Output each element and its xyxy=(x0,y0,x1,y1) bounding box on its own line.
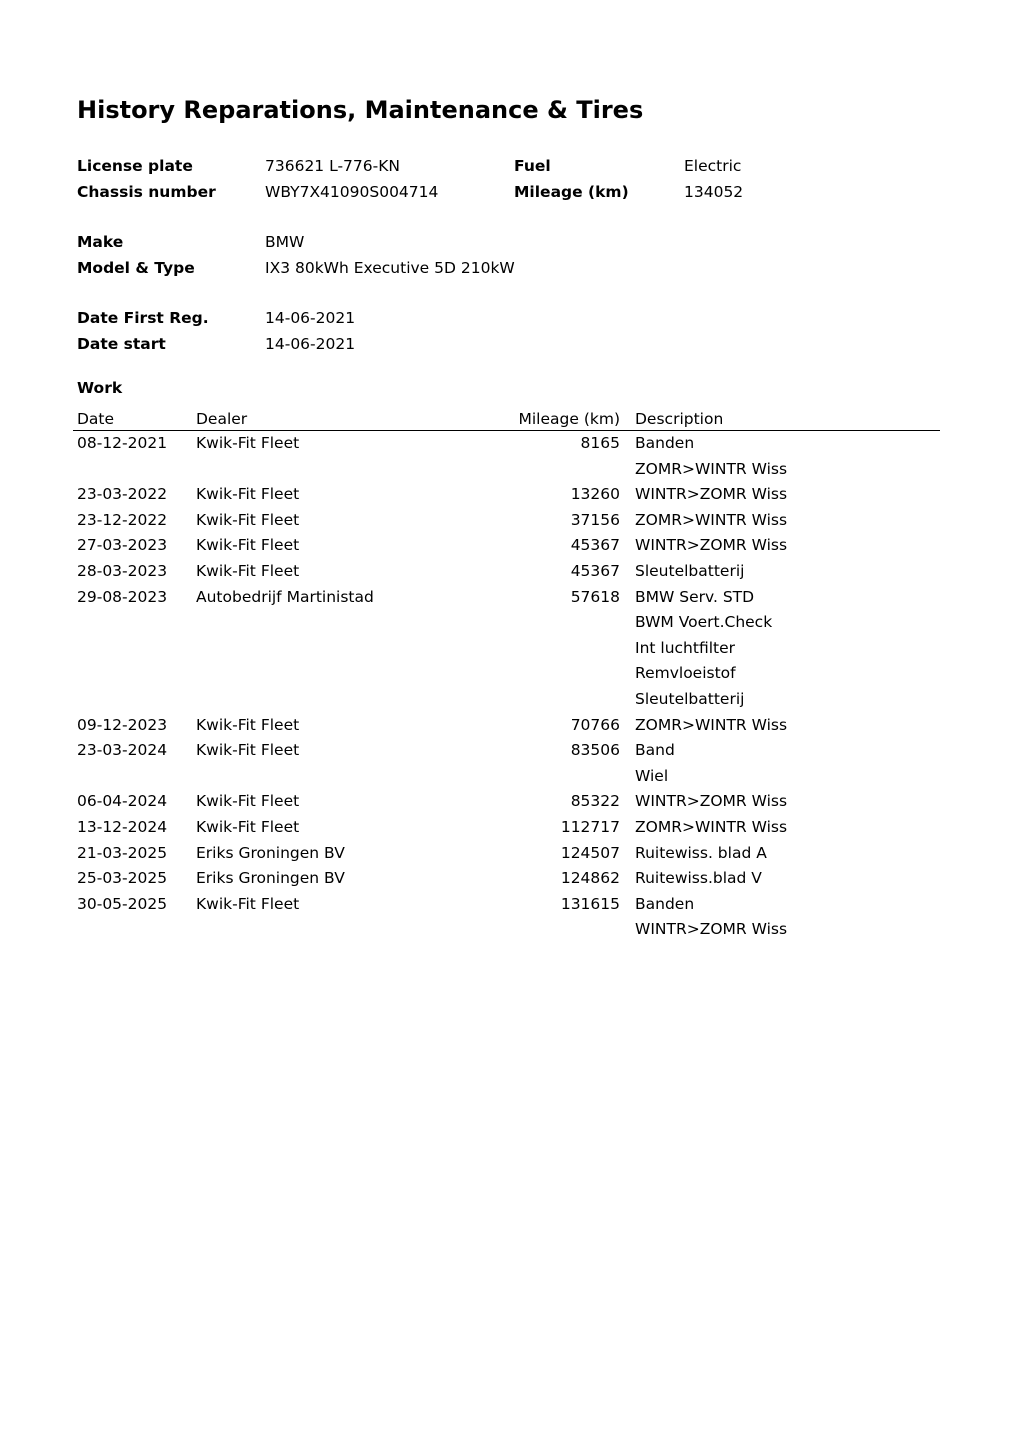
row-description: ZOMR>WINTR Wiss xyxy=(635,459,788,478)
table-row xyxy=(73,841,940,867)
work-table-body xyxy=(73,431,940,943)
row-description: Remvloeistof xyxy=(635,664,736,683)
row-description: Sleutelbatterij xyxy=(635,689,745,708)
row-description: Ruitewiss. blad A xyxy=(635,843,767,862)
row-dealer: Kwik-Fit Fleet xyxy=(196,792,300,811)
header-date: Date xyxy=(77,410,115,428)
row-description: ZOMR>WINTR Wiss xyxy=(635,510,788,529)
row-description: Sleutelbatterij xyxy=(635,561,745,580)
row-description: BWM Voert.Check xyxy=(635,613,773,632)
row-mileage: 13260 xyxy=(570,485,620,504)
row-description: WINTR>ZOMR Wiss xyxy=(635,920,788,939)
license-plate-value: 736621 L-776-KN xyxy=(265,157,400,175)
first-reg-value: 14-06-2021 xyxy=(265,309,356,327)
row-dealer: Kwik-Fit Fleet xyxy=(196,485,300,504)
table-row xyxy=(73,917,940,943)
row-date: 23-12-2022 xyxy=(77,510,168,529)
table-row xyxy=(73,815,940,841)
row-dealer: Kwik-Fit Fleet xyxy=(196,817,300,836)
make-value: BMW xyxy=(265,233,305,251)
date-values xyxy=(265,306,355,357)
row-dealer: Kwik-Fit Fleet xyxy=(196,536,300,555)
first-reg-label: Date First Reg. xyxy=(77,309,209,327)
row-description: WINTR>ZOMR Wiss xyxy=(635,536,788,555)
row-mileage: 131615 xyxy=(560,894,620,913)
date-start-value: 14-06-2021 xyxy=(265,334,356,353)
row-date: 28-03-2023 xyxy=(77,561,168,580)
row-description: WINTR>ZOMR Wiss xyxy=(635,485,788,504)
row-date: 06-04-2024 xyxy=(77,792,168,811)
row-mileage: 45367 xyxy=(570,561,620,580)
fuel-label: Fuel xyxy=(514,157,551,175)
row-mileage: 70766 xyxy=(570,715,620,734)
vehicle-values-left xyxy=(265,154,438,205)
row-date: 29-08-2023 xyxy=(77,587,168,606)
chassis-label: Chassis number xyxy=(77,182,216,201)
work-table xyxy=(73,406,940,943)
table-row xyxy=(73,764,940,790)
row-mileage: 45367 xyxy=(570,536,620,555)
table-row xyxy=(73,636,940,662)
table-row xyxy=(73,610,940,636)
table-row xyxy=(73,713,940,739)
mileage-label: Mileage (km) xyxy=(514,182,629,201)
header-dealer: Dealer xyxy=(196,410,248,428)
vehicle-labels-right xyxy=(514,154,629,205)
row-date: 23-03-2024 xyxy=(77,741,168,760)
table-row xyxy=(73,482,940,508)
row-description: Band xyxy=(635,741,675,760)
table-row xyxy=(73,431,940,457)
row-dealer: Kwik-Fit Fleet xyxy=(196,510,300,529)
table-row xyxy=(73,533,940,559)
work-section-title: Work xyxy=(77,379,123,397)
row-description: ZOMR>WINTR Wiss xyxy=(635,715,788,734)
table-row xyxy=(73,866,940,892)
row-description: WINTR>ZOMR Wiss xyxy=(635,792,788,811)
row-mileage: 85322 xyxy=(570,792,620,811)
date-start-label: Date start xyxy=(77,334,166,353)
row-description: BMW Serv. STD xyxy=(635,587,755,606)
row-dealer: Kwik-Fit Fleet xyxy=(196,741,300,760)
row-dealer: Eriks Groningen BV xyxy=(196,843,345,862)
model-label: Model & Type xyxy=(77,258,195,277)
row-mileage: 37156 xyxy=(570,510,620,529)
row-dealer: Kwik-Fit Fleet xyxy=(196,894,300,913)
model-value: IX3 80kWh Executive 5D 210kW xyxy=(265,258,515,277)
row-description: Int luchtfilter xyxy=(635,638,736,657)
row-date: 30-05-2025 xyxy=(77,894,168,913)
row-dealer: Kwik-Fit Fleet xyxy=(196,434,300,452)
table-row xyxy=(73,508,940,534)
fuel-value: Electric xyxy=(684,157,742,175)
table-row xyxy=(73,738,940,764)
table-row xyxy=(73,559,940,585)
table-row xyxy=(73,457,940,483)
row-date: 13-12-2024 xyxy=(77,817,168,836)
row-dealer: Kwik-Fit Fleet xyxy=(196,715,300,734)
row-dealer: Eriks Groningen BV xyxy=(196,869,345,888)
row-date: 09-12-2023 xyxy=(77,715,168,734)
row-description: Wiel xyxy=(635,766,669,785)
work-table-header xyxy=(73,406,940,431)
row-dealer: Kwik-Fit Fleet xyxy=(196,561,300,580)
vehicle-values-right xyxy=(684,154,743,205)
row-date: 27-03-2023 xyxy=(77,536,168,555)
row-description: ZOMR>WINTR Wiss xyxy=(635,817,788,836)
row-mileage: 112717 xyxy=(560,817,620,836)
table-row xyxy=(73,687,940,713)
row-mileage: 8165 xyxy=(580,434,620,452)
row-description: Banden xyxy=(635,434,695,452)
row-mileage: 124862 xyxy=(560,869,620,888)
table-row xyxy=(73,661,940,687)
row-date: 21-03-2025 xyxy=(77,843,168,862)
row-description: Banden xyxy=(635,894,695,913)
row-date: 25-03-2025 xyxy=(77,869,168,888)
table-row xyxy=(73,585,940,611)
date-labels xyxy=(77,306,209,357)
chassis-value: WBY7X41090S004714 xyxy=(265,182,439,201)
license-plate-label: License plate xyxy=(77,157,193,175)
make-model-values xyxy=(265,230,515,281)
row-mileage: 83506 xyxy=(570,741,620,760)
row-description: Ruitewiss.blad V xyxy=(635,869,762,888)
mileage-value: 134052 xyxy=(684,182,744,201)
row-dealer: Autobedrijf Martinistad xyxy=(196,587,374,606)
vehicle-labels-left xyxy=(77,154,216,205)
header-mileage: Mileage (km) xyxy=(518,410,620,428)
table-row xyxy=(73,892,940,918)
make-model-labels xyxy=(77,230,195,281)
row-date: 08-12-2021 xyxy=(77,434,168,452)
make-label: Make xyxy=(77,233,124,251)
table-row xyxy=(73,789,940,815)
row-date: 23-03-2022 xyxy=(77,485,168,504)
header-description: Description xyxy=(635,410,724,428)
row-mileage: 124507 xyxy=(560,843,620,862)
page-title: History Reparations, Maintenance & Tires xyxy=(77,96,644,124)
row-mileage: 57618 xyxy=(570,587,620,606)
